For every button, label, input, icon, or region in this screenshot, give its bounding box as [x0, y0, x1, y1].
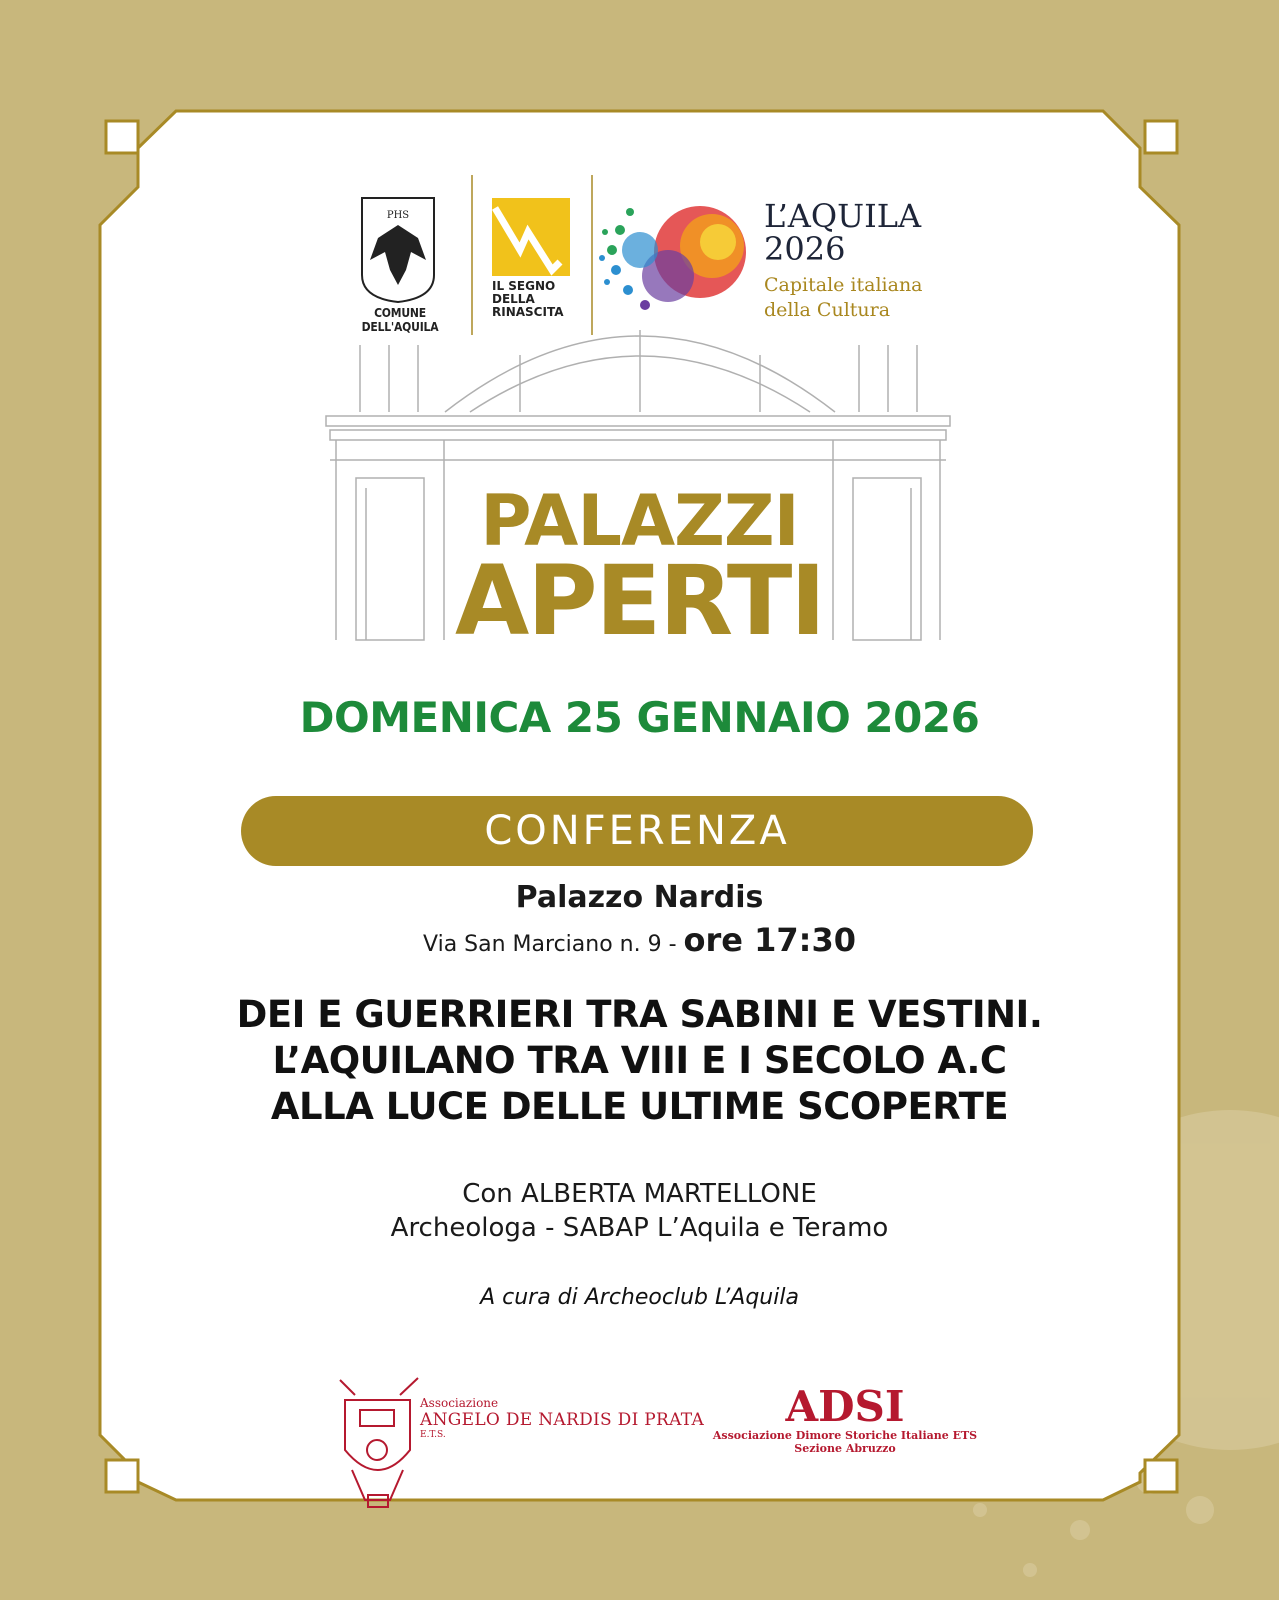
event-time: ore 17:30: [683, 921, 856, 959]
aquila-2026-title: [764, 197, 922, 268]
venue-address-line: [0, 921, 1279, 959]
aquila-title-line-2: 2026: [764, 230, 846, 268]
segno-line-1: IL SEGNO: [492, 279, 556, 293]
venue-name: Palazzo Nardis: [515, 880, 764, 915]
curated-by: A cura di Archeoclub L’Aquila: [480, 1285, 799, 1310]
event-type: CONFERENZA: [484, 808, 790, 854]
aquila-title-line-1: L’AQUILA: [764, 197, 922, 235]
brand-aperti: APERTI: [454, 545, 825, 657]
segno-label: [492, 280, 582, 319]
conference-title-line-1: DEI E GUERRIERI TRA SABINI E VESTINI.: [236, 993, 1043, 1036]
speaker-block: [0, 1177, 1279, 1245]
aquila-sub-line-1: Capitale italiana: [764, 274, 923, 296]
speaker-name: Con ALBERTA MARTELLONE: [462, 1179, 817, 1209]
assoc-line-2: ANGELO DE NARDIS DI PRATA: [420, 1410, 705, 1430]
aquila-sub-line-2: della Cultura: [764, 299, 891, 321]
adsi-line-2: Sezione Abruzzo: [794, 1442, 896, 1455]
adsi-line-1: Associazione Dimore Storiche Italiane ETS: [712, 1429, 978, 1442]
event-type-banner: [241, 796, 1033, 866]
assoc-angelo-de-nardis: [420, 1396, 704, 1440]
comune-label: COMUNE DELL'AQUILA: [361, 306, 439, 334]
conference-title: [0, 992, 1279, 1130]
segno-line-2: DELLA: [492, 292, 535, 306]
assoc-line-1: Associazione: [420, 1396, 499, 1410]
svg-text:PHS: PHS: [386, 210, 410, 221]
event-date: DOMENICA 25 GENNAIO 2026: [299, 693, 980, 742]
adsi-logo: [710, 1382, 980, 1455]
speaker-role: Archeologa - SABAP L’Aquila e Teramo: [390, 1213, 889, 1243]
assoc-line-3: E.T.S.: [420, 1430, 446, 1440]
conference-title-line-3: ALLA LUCE DELLE ULTIME SCOPERTE: [270, 1085, 1009, 1128]
brand-palazzi: PALAZZI: [480, 480, 799, 562]
aquila-2026-subtitle: [764, 273, 923, 323]
adsi-title: ADSI: [785, 1382, 905, 1431]
venue-address: Via San Marciano n. 9 -: [423, 932, 684, 957]
conference-title-line-2: L’AQUILANO TRA VIII E I SECOLO A.C: [272, 1039, 1007, 1082]
segno-line-3: RINASCITA: [492, 305, 564, 319]
